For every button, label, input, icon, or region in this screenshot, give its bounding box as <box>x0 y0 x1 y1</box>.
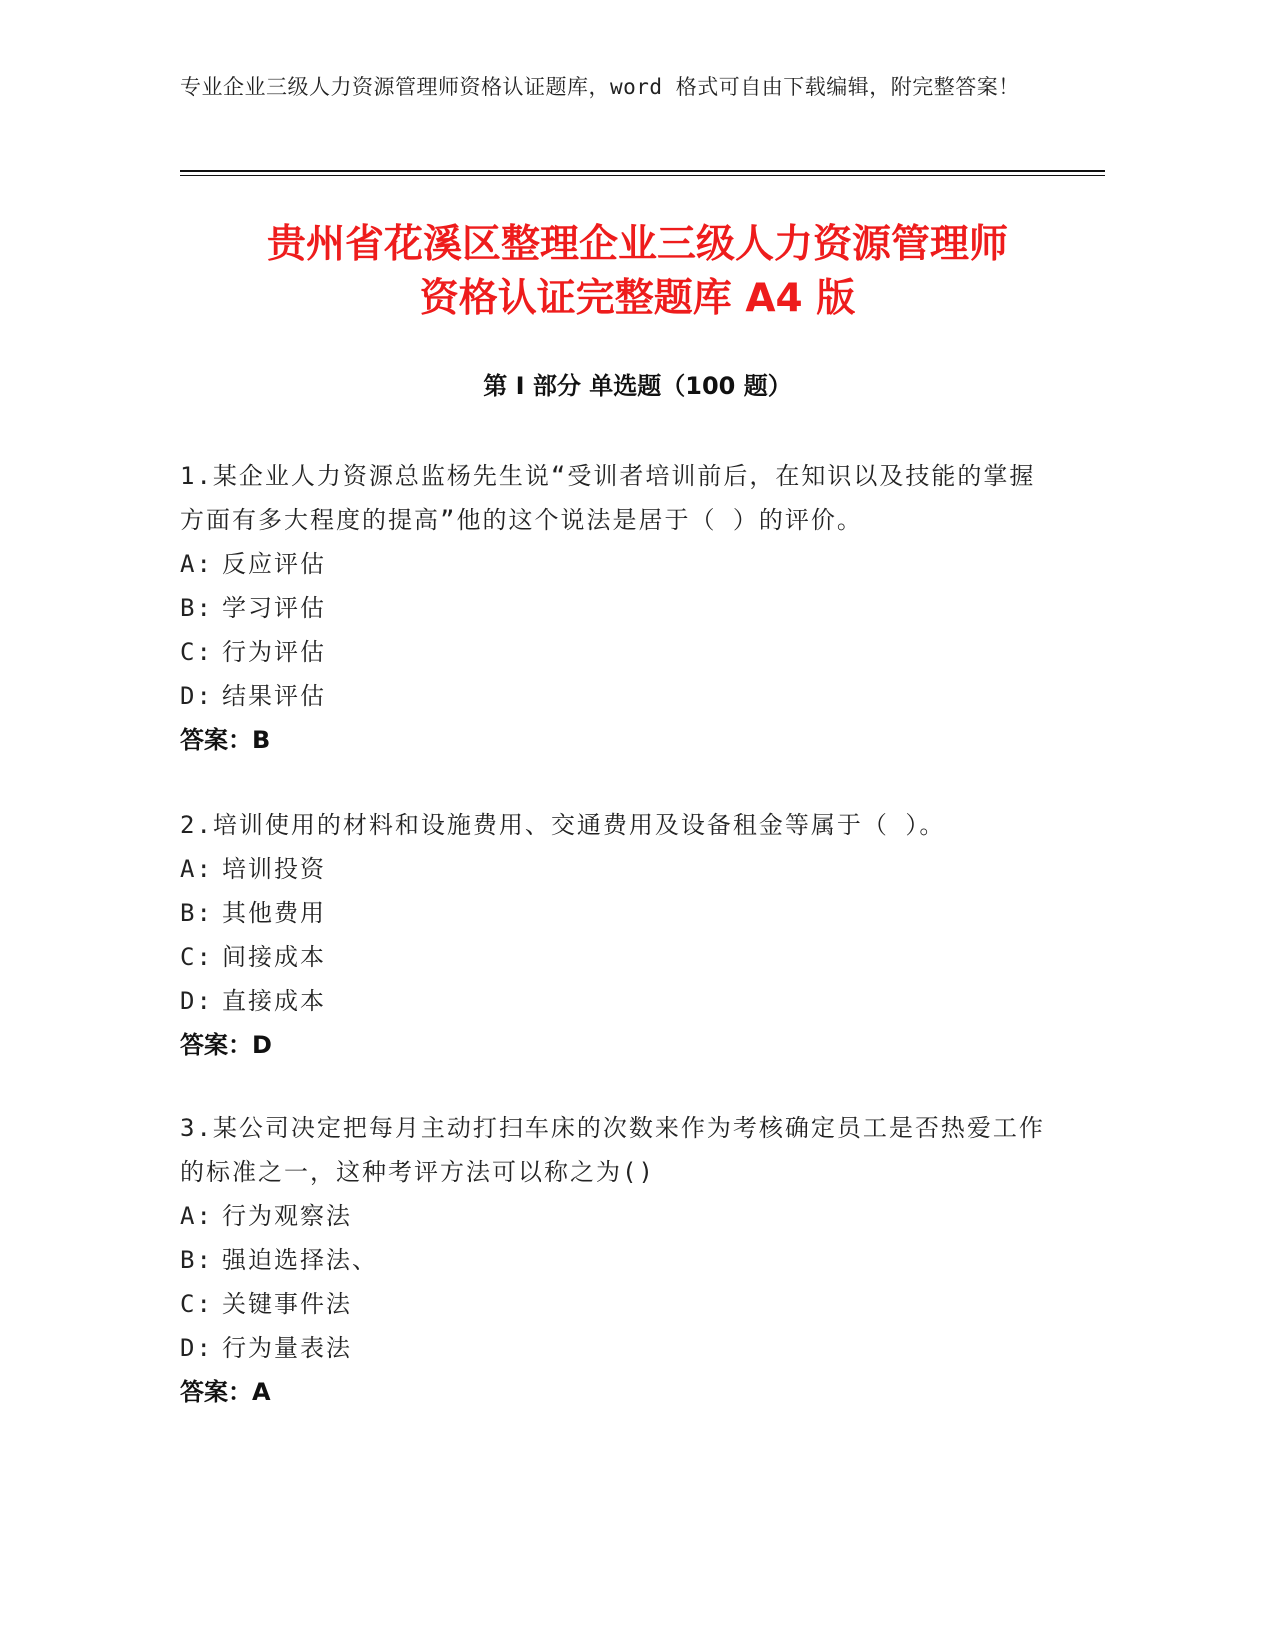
answer-label: 答案：D <box>180 1031 272 1059</box>
option-letter: B: <box>180 899 213 927</box>
option-c <box>180 1282 1060 1326</box>
option-b <box>180 1238 1060 1282</box>
option-text: 关键事件法 <box>222 1290 352 1318</box>
option-letter: D: <box>180 1334 213 1362</box>
title-line-1: 贵州省花溪区整理企业三级人力资源管理师 <box>266 222 1008 267</box>
answer-label: 答案：A <box>180 1378 271 1406</box>
title-line-2: 资格认证完整题库 A4 版 <box>419 276 856 321</box>
header-rule-thin <box>180 175 1105 176</box>
option-letter: C: <box>180 943 213 971</box>
option-text: 行为评估 <box>222 638 326 666</box>
option-letter: D: <box>180 987 213 1015</box>
option-d <box>180 674 1060 718</box>
option-letter: A: <box>180 855 213 883</box>
option-letter: A: <box>180 550 213 578</box>
document-title <box>140 218 1135 326</box>
option-c <box>180 630 1060 674</box>
option-letter: C: <box>180 638 213 666</box>
option-text: 间接成本 <box>222 943 326 971</box>
answer-label: 答案：B <box>180 726 271 754</box>
option-a <box>180 847 1060 891</box>
option-letter: D: <box>180 682 213 710</box>
question-3 <box>180 1106 1060 1414</box>
question-text: 1.某企业人力资源总监杨先生说“受训者培训前后，在知识以及技能的掌握方面有多大程度的提高”他的这个说法是居于（ ）的评价。 <box>180 462 1036 534</box>
option-text: 行为量表法 <box>222 1334 352 1362</box>
question-text: 3.某公司决定把每月主动打扫车床的次数来作为考核确定员工是否热爱工作的标准之一，这种考评方法可以称之为() <box>180 1114 1045 1186</box>
option-a <box>180 1194 1060 1238</box>
option-c <box>180 935 1060 979</box>
option-text: 培训投资 <box>222 855 326 883</box>
option-text: 强迫选择法、 <box>222 1246 378 1274</box>
header-rule-thick <box>180 170 1105 172</box>
option-letter: C: <box>180 1290 213 1318</box>
question-1 <box>180 454 1060 762</box>
option-d <box>180 1326 1060 1370</box>
section-title: 第 I 部分 单选题（100 题） <box>483 372 792 400</box>
option-text: 其他费用 <box>222 899 326 927</box>
option-a <box>180 542 1060 586</box>
option-text: 行为观察法 <box>222 1202 352 1230</box>
option-b <box>180 891 1060 935</box>
option-text: 结果评估 <box>222 682 326 710</box>
option-b <box>180 586 1060 630</box>
option-letter: B: <box>180 1246 213 1274</box>
option-text: 反应评估 <box>222 550 326 578</box>
option-letter: A: <box>180 1202 213 1230</box>
header-note: 专业企业三级人力资源管理师资格认证题库，word 格式可自由下载编辑，附完整答案！ <box>180 75 1020 99</box>
question-text: 2.培训使用的材料和设施费用、交通费用及设备租金等属于（ ）。 <box>180 811 946 839</box>
question-2 <box>180 803 1060 1067</box>
option-text: 直接成本 <box>222 987 326 1015</box>
option-text: 学习评估 <box>222 594 326 622</box>
option-letter: B: <box>180 594 213 622</box>
option-d <box>180 979 1060 1023</box>
